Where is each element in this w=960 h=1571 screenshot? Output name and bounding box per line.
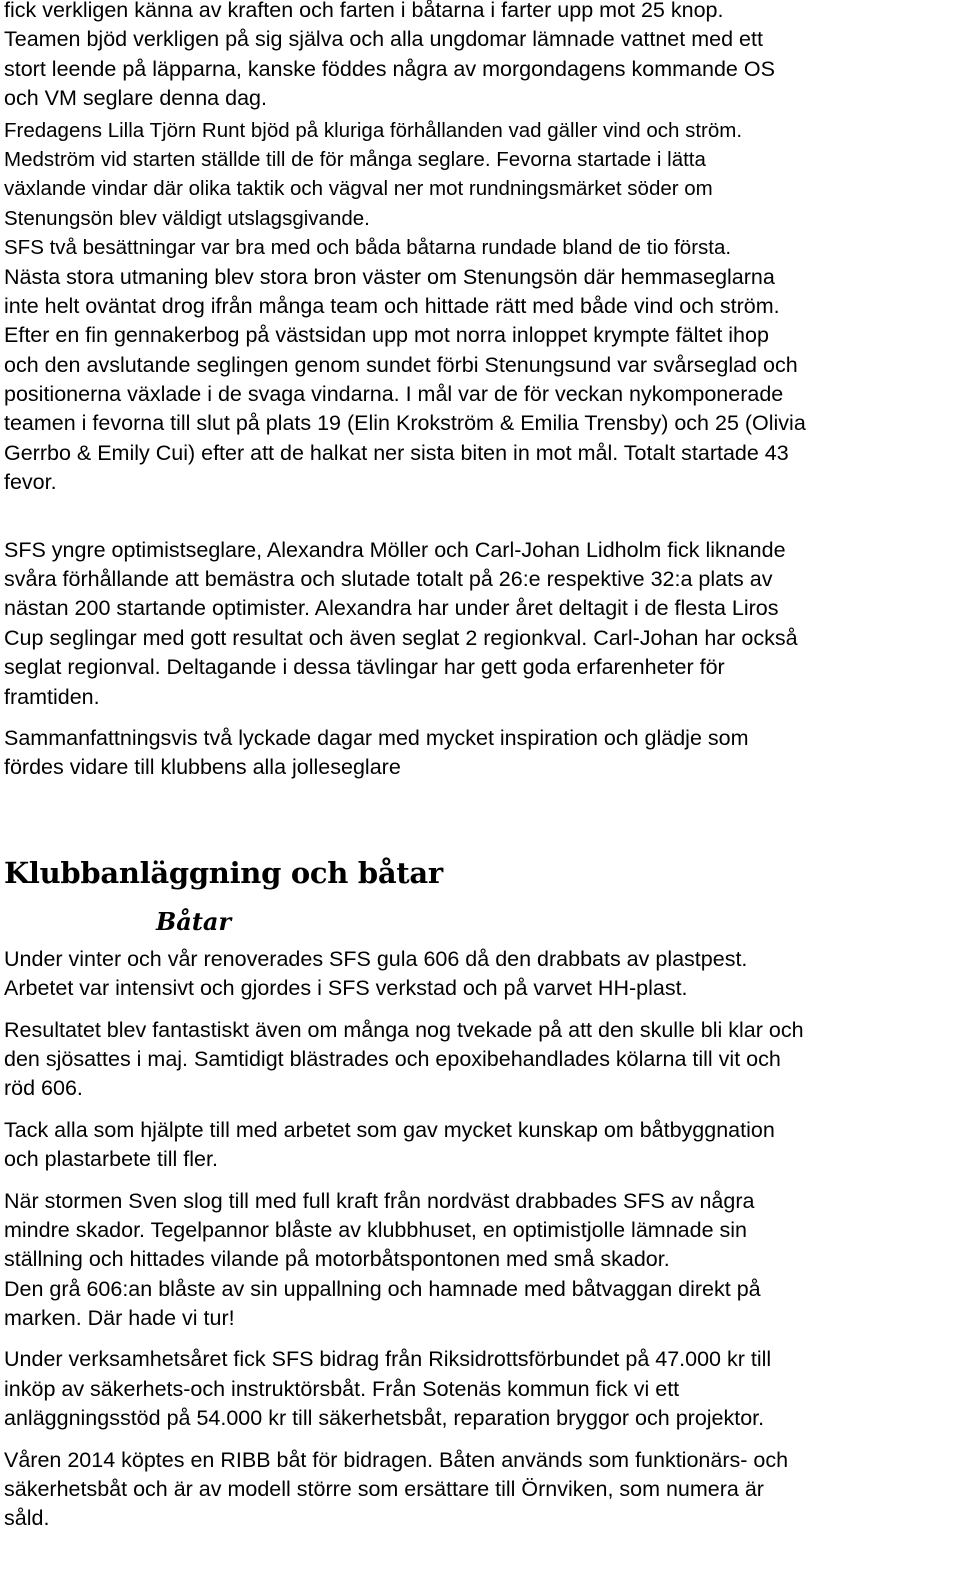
text-line: Teamen bjöd verkligen på sig själva och alla ungdomar lämnade vattnet med ett [4,27,763,52]
optimist-sailors-paragraph [4,536,960,712]
boats-paragraph [4,1446,960,1534]
summary-paragraph [4,724,960,783]
text-line: nästan 200 startande optimister. Alexandra har under året deltagit i de flesta Liros [4,596,779,621]
text-line: ställning och hittades vilande på motorbåtspontonen med små skador. [4,1247,670,1272]
text-line: inköp av säkerhets-och instruktörsbåt. Från Sotenäs kommun fick vi ett [4,1376,680,1401]
text-line: När stormen Sven slog till med full kraft från nordväst drabbades SFS av några [4,1188,755,1213]
text-line: SFS två besättningar var bra med och båda båtarna rundade bland de tio första. [4,236,732,260]
text-line: svåra förhållande att bemästra och slutade totalt på 26:e respektive 32:a plats av [4,567,773,592]
text-line: och plastarbete till fler. [4,1147,218,1172]
text-line: Cup seglingar med gott resultat och även seglat 2 regionkval. Carl-Johan har också [4,625,798,650]
text-line: Tack alla som hjälpte till med arbetet som gav mycket kunskap om båtbyggnation [4,1117,775,1142]
text-line: stort leende på läpparna, kanske föddes några av morgondagens kommande OS [4,56,775,81]
text-line: teamen i fevorna till slut på plats 19 (Elin Krokström & Emilia Trensby) och 25 (Olivia [4,411,806,436]
text-line: Våren 2014 köptes en RIBB båt för bidragen. Båten används som funktionärs- och [4,1447,789,1472]
text-line: Resultatet blev fantastiskt även om många nog tvekade på att den skulle bli klar och [4,1017,804,1042]
boats-paragraph [4,1187,960,1334]
text-line: mindre skador. Tegelpannor blåste av klubbhuset, en optimistjolle lämnade sin [4,1217,747,1242]
text-line: Fredagens Lilla Tjörn Runt bjöd på kluriga förhållanden vad gäller vind och ström. [4,118,743,142]
text-line: Den grå 606:an blåste av sin uppallning och hamnade med båtvaggan direkt på [4,1276,761,1301]
text-line: Under vinter och vår renoverades SFS gula 606 då den drabbats av plastpest. [4,946,748,971]
text-line: marken. Där hade vi tur! [4,1306,235,1331]
boats-paragraph [4,1016,960,1104]
section-heading: Klubbanläggning och båtar [4,855,443,890]
text-line: fick verkligen känna av kraften och farten i båtarna i farter upp mot 25 knop. [4,0,724,22]
text-line: seglat regionval. Deltagande i dessa tävlingar har gett goda erfarenheter för [4,655,725,680]
text-line: Stenungsön blev väldigt utslagsgivande. [4,206,370,230]
text-line: anläggningsstöd på 54.000 kr till säkerhetsbåt, reparation bryggor och projektor. [4,1406,765,1431]
text-line: Nästa stora utmaning blev stora bron väster om Stenungsön där hemmaseglarna [4,264,775,289]
text-line: såld. [4,1506,50,1531]
text-line: positionerna växlade i de svaga vindarna. I mål var de för veckan nykomponerade [4,382,784,407]
text-line: den sjösattes i maj. Samtidigt blästrades och epoxibehandlades kölarna till vit och [4,1046,781,1071]
text-line: inte helt oväntat drog ifrån många team och hittade rätt med både vind och ström. [4,293,780,318]
text-line: Arbetet var intensivt och gjordes i SFS verkstad och på varvet HH-plast. [4,976,688,1001]
text-line: SFS yngre optimistseglare, Alexandra Möller och Carl-Johan Lidholm fick liknande [4,537,786,562]
text-line: fördes vidare till klubbens alla jolleseglare [4,755,401,780]
intro-paragraph [4,0,960,114]
text-line: Efter en fin gennakerbog på västsidan upp mot norra inloppet krympte fältet ihop [4,323,769,348]
text-line: Under verksamhetsåret fick SFS bidrag från Riksidrottsförbundet på 47.000 kr till [4,1347,772,1372]
boats-paragraph [4,945,960,1004]
text-line: Sammanfattningsvis två lyckade dagar med mycket inspiration och glädje som [4,725,749,750]
text-line: fevor. [4,470,57,495]
text-line: röd 606. [4,1076,83,1101]
boats-paragraph [4,1345,960,1433]
text-line: Gerrbo & Emily Cui) efter att de halkat ner sista biten in mot mål. Totalt startade 43 [4,440,789,465]
text-line: framtiden. [4,684,100,709]
text-line: och VM seglare denna dag. [4,86,267,111]
friday-race-paragraph [4,116,960,498]
text-line: och den avslutande seglingen genom sundet förbi Stenungsund var svårseglad och [4,352,798,377]
section-subheading: Båtar [156,906,232,936]
text-line: säkerhetsbåt och är av modell större som ersättare till Örnviken, som numera är [4,1477,764,1502]
text-line: Medström vid starten ställde till de för många seglare. Fevorna startade i lätta [4,147,706,171]
document-page [4,0,960,1534]
boats-paragraph [4,1116,960,1175]
text-line: växlande vindar där olika taktik och vägval ner mot rundningsmärket söder om [4,177,713,201]
